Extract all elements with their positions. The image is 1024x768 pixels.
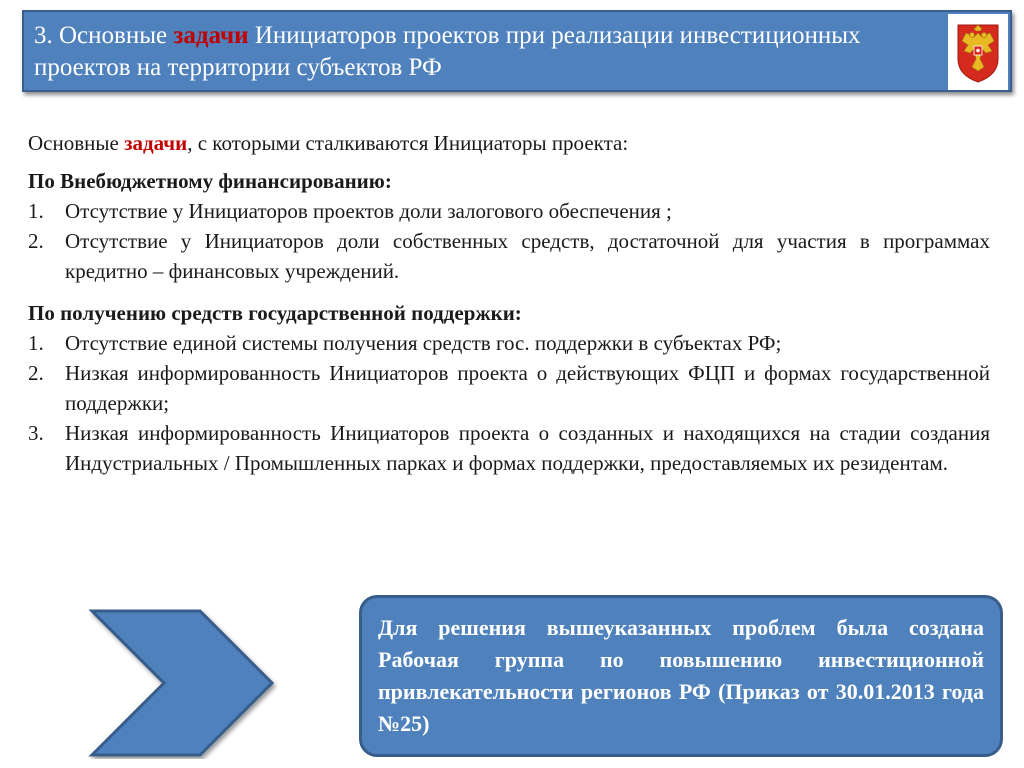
intro-line: Основные задачи, с которыми сталкиваются Инициаторы проекта:	[28, 131, 629, 155]
list-state-support	[28, 328, 990, 478]
russian-coat-of-arms-icon	[952, 19, 1004, 85]
emblem	[948, 14, 1008, 90]
callout-text: Для решения вышеуказанных проблем была создана Рабочая группа по повышению инвестиционной привлекательности регионов РФ (Приказ от 30.01.2013 года №25)	[378, 615, 984, 736]
chevron-arrow-icon	[88, 607, 278, 759]
slide-body	[28, 128, 990, 490]
list-item: 1. Отсутствие у Инициаторов проектов доли залогового обеспечения ;	[28, 199, 672, 223]
section-title-state-support: По получению средств государственной поддержки:	[28, 301, 522, 325]
list-item: 1. Отсутствие единой системы получения средств гос. поддержки в субъектах РФ;	[28, 331, 782, 355]
list-offbudget	[28, 196, 990, 286]
list-item: 2. Отсутствие у Инициаторов доли собственных средств, достаточной для участия в программах кредитно – финансовых учреждений.	[28, 229, 990, 283]
section-title-offbudget: По Внебюджетному финансированию:	[28, 169, 392, 193]
list-item: 3. Низкая информированность Инициаторов проекта о созданных и находящихся на стадии создания Индустриальных / Промышленных парках и формах поддержки, предоставляемых их резидентам.	[28, 421, 990, 475]
slide-header	[22, 10, 1012, 92]
title-highlight: задачи	[173, 22, 249, 49]
list-item: 2. Низкая информированность Инициаторов проекта о действующих ФЦП и формах государственной поддержки;	[28, 361, 990, 415]
slide-title: 3. Основные задачи Инициаторов проектов при реализации инвестиционных проектов на территории субъектов РФ	[34, 22, 861, 81]
callout-box	[359, 595, 1003, 757]
intro-highlight: задачи	[124, 131, 188, 155]
